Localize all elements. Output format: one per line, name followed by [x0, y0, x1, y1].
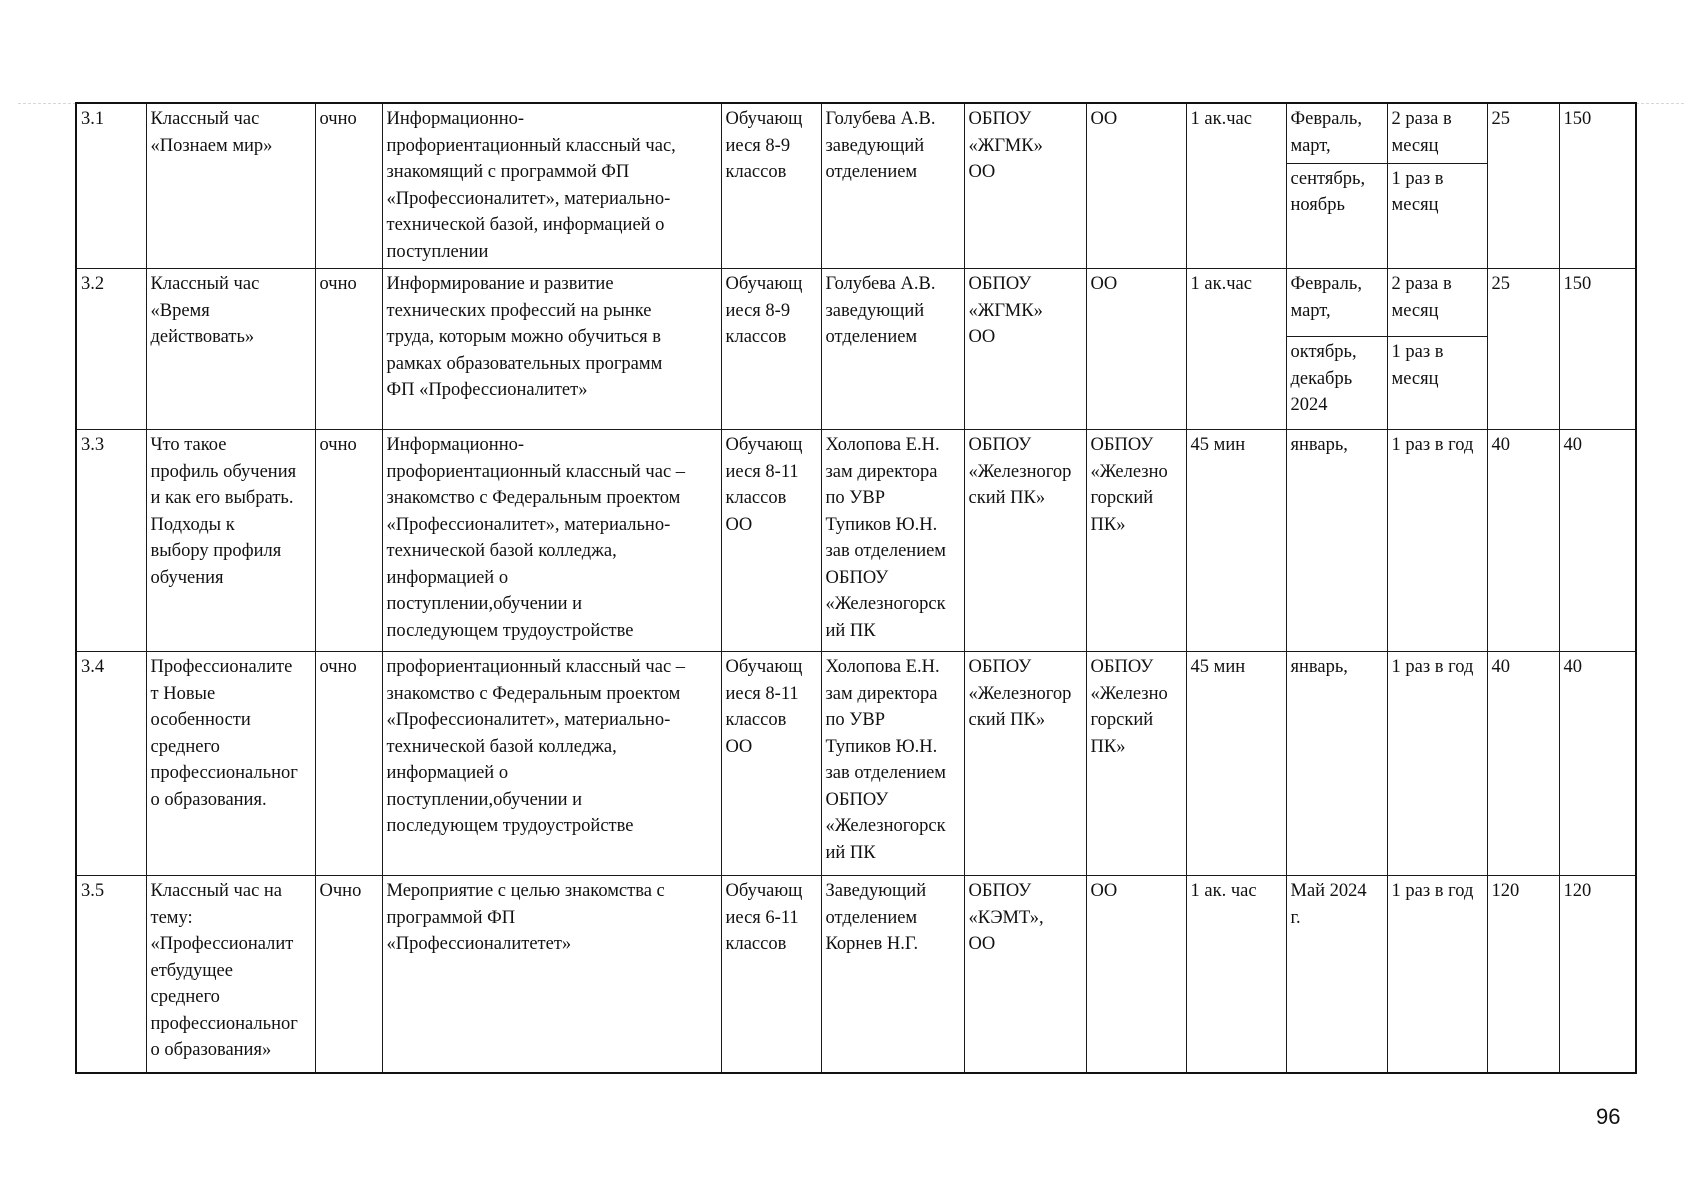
event-place: ОО [1086, 103, 1186, 269]
event-form: очно [315, 430, 382, 652]
event-organization: ОБПОУ «ЖГМК» ОО [964, 269, 1086, 430]
event-participants: Обучающ иеся 8-11 классов ОО [721, 652, 821, 876]
event-period: январь, [1286, 430, 1387, 652]
event-duration: 1 ак.час [1186, 269, 1286, 430]
event-form: очно [315, 103, 382, 269]
row-number: 3.3 [76, 430, 146, 652]
row-number: 3.5 [76, 876, 146, 1073]
participant-total: 40 [1559, 652, 1636, 876]
event-participants: Обучающ иеся 8-9 классов [721, 269, 821, 430]
participant-count: 40 [1487, 430, 1559, 652]
table-row [76, 876, 1636, 1073]
table-row [76, 269, 1636, 337]
event-frequency: 1 раз в год [1387, 430, 1487, 652]
event-description: Мероприятие с целью знакомства с программой ФП «Профессионалитетет» [382, 876, 721, 1073]
event-frequency: 1 раз в месяц [1387, 337, 1487, 430]
event-organization: ОБПОУ «КЭМТ», ОО [964, 876, 1086, 1073]
event-responsible: Холопова Е.Н. зам директора по УВР Тупиков Ю.Н. зав отделением ОБПОУ «Железногорск ий ПК [821, 430, 964, 652]
table-row [76, 103, 1636, 163]
event-organization: ОБПОУ «ЖГМК» ОО [964, 103, 1086, 269]
event-form: очно [315, 652, 382, 876]
event-frequency: 1 раз в месяц [1387, 163, 1487, 268]
event-title: Профессионалите т Новые особенности среднего профессиональног о образования. [146, 652, 315, 876]
event-description: Информационно- профориентационный классный час, знакомящий с программой ФП «Профессионалитет», материально- технической базой, информацией о поступлении [382, 103, 721, 269]
event-participants: Обучающ иеся 8-9 классов [721, 103, 821, 269]
event-duration: 1 ак. час [1186, 876, 1286, 1073]
participant-count: 120 [1487, 876, 1559, 1073]
event-title: Классный час «Время действовать» [146, 269, 315, 430]
event-frequency: 1 раз в год [1387, 876, 1487, 1073]
table-row [76, 652, 1636, 876]
event-participants: Обучающ иеся 8-11 классов ОО [721, 430, 821, 652]
participant-total: 150 [1559, 103, 1636, 269]
event-title: Классный час на тему: «Профессионалит етбудущее среднего профессиональног о образования» [146, 876, 315, 1073]
activity-table [75, 102, 1637, 1074]
participant-total: 40 [1559, 430, 1636, 652]
event-description: Информационно- профориентационный классный час – знакомство с Федеральным проектом «Профессионалитет», материально- технической базой колледжа, информацией о поступлении,обучении и последующем трудоустройстве [382, 430, 721, 652]
event-period: Февраль, март, [1286, 103, 1387, 163]
event-period: Май 2024 г. [1286, 876, 1387, 1073]
participant-count: 25 [1487, 103, 1559, 269]
page-number: 96 [1596, 1104, 1621, 1129]
event-description: Информирование и развитие технических профессий на рынке труда, которым можно обучиться в рамках образовательных программ ФП «Профессионалитет» [382, 269, 721, 430]
event-period: сентябрь, ноябрь [1286, 163, 1387, 268]
event-responsible: Холопова Е.Н. зам директора по УВР Тупиков Ю.Н. зав отделением ОБПОУ «Железногорск ий ПК [821, 652, 964, 876]
participant-count: 25 [1487, 269, 1559, 430]
event-frequency: 1 раз в год [1387, 652, 1487, 876]
event-description: профориентационный классный час – знакомство с Федеральным проектом «Профессионалитет», материально- технической базой колледжа, информацией о поступлении,обучении и последующем трудоустройстве [382, 652, 721, 876]
event-responsible: Голубева А.В. заведующий отделением [821, 103, 964, 269]
event-title: Классный час «Познаем мир» [146, 103, 315, 269]
event-form: очно [315, 269, 382, 430]
event-frequency: 2 раза в месяц [1387, 269, 1487, 337]
event-duration: 45 мин [1186, 652, 1286, 876]
event-responsible: Заведующий отделением Корнев Н.Г. [821, 876, 964, 1073]
event-place: ОБПОУ «Железно горский ПК» [1086, 430, 1186, 652]
event-duration: 45 мин [1186, 430, 1286, 652]
event-place: ОБПОУ «Железно горский ПК» [1086, 652, 1186, 876]
event-title: Что такое профиль обучения и как его выбрать. Подходы к выбору профиля обучения [146, 430, 315, 652]
event-place: ОО [1086, 269, 1186, 430]
event-responsible: Голубева А.В. заведующий отделением [821, 269, 964, 430]
participant-total: 150 [1559, 269, 1636, 430]
event-place: ОО [1086, 876, 1186, 1073]
event-period: Февраль, март, [1286, 269, 1387, 337]
event-duration: 1 ак.час [1186, 103, 1286, 269]
row-number: 3.4 [76, 652, 146, 876]
event-organization: ОБПОУ «Железногор ский ПК» [964, 430, 1086, 652]
table-row [76, 430, 1636, 652]
row-number: 3.2 [76, 269, 146, 430]
event-form: Очно [315, 876, 382, 1073]
event-period: октябрь, декабрь 2024 [1286, 337, 1387, 430]
event-frequency: 2 раза в месяц [1387, 103, 1487, 163]
participant-count: 40 [1487, 652, 1559, 876]
event-organization: ОБПОУ «Железногор ский ПК» [964, 652, 1086, 876]
event-period: январь, [1286, 652, 1387, 876]
participant-total: 120 [1559, 876, 1636, 1073]
event-participants: Обучающ иеся 6-11 классов [721, 876, 821, 1073]
row-number: 3.1 [76, 103, 146, 269]
